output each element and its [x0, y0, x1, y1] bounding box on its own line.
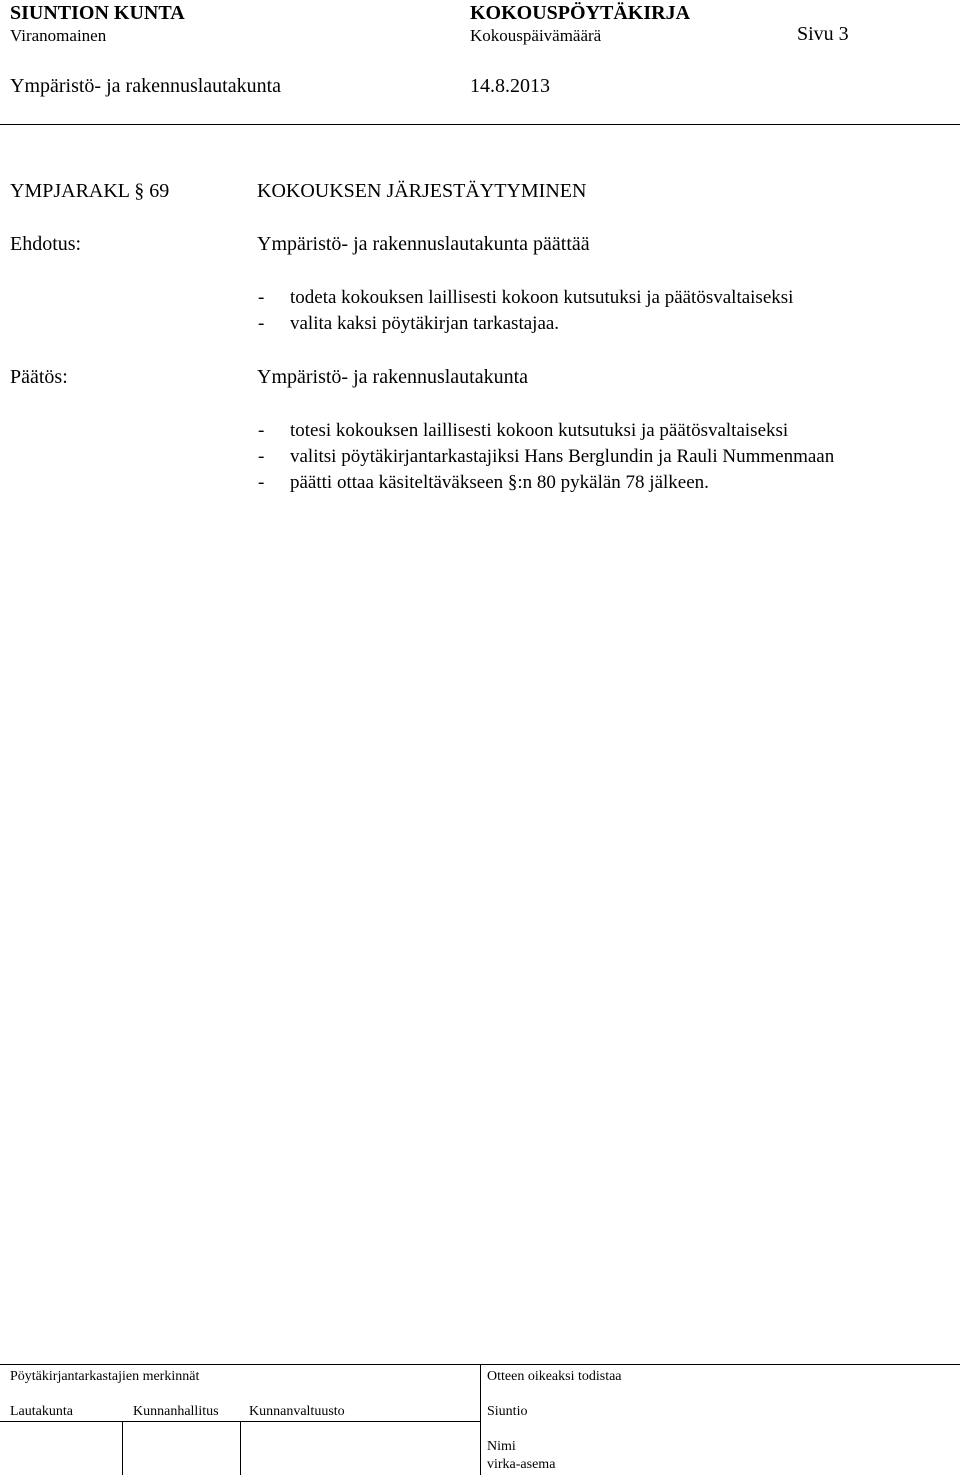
reviewers-label: Pöytäkirjantarkastajien merkinnät [10, 1369, 200, 1384]
proposal-intro: Ympäristö- ja rakennuslautakunta päättää [257, 233, 590, 255]
decision-intro: Ympäristö- ja rakennuslautakunta [257, 366, 529, 388]
page-number: Sivu 3 [797, 23, 849, 45]
footer-col-divider-2 [240, 1421, 241, 1475]
decision-label: Päätös: [10, 366, 68, 388]
document-type: KOKOUSPÖYTÄKIRJA [470, 2, 691, 24]
meeting-date-label: Kokouspäivämäärä [470, 26, 602, 45]
certified-place: Siuntio [487, 1404, 528, 1419]
footer-col-kunnanvaltuusto: Kunnanvaltuusto [249, 1404, 345, 1419]
authority-name: Ympäristö- ja rakennuslautakunta [10, 75, 282, 97]
municipality-name: SIUNTION KUNTA [10, 2, 185, 24]
footer-center-divider [480, 1364, 481, 1475]
decision-item: - totesi kokouksen laillisesti kokoon kutsutuksi ja päätösvaltaiseksi [258, 420, 789, 441]
section-title: KOKOUKSEN JÄRJESTÄYTYMINEN [257, 180, 587, 202]
position-label: virka-asema [487, 1457, 556, 1472]
proposal-item: - todeta kokouksen laillisesti kokoon kutsutuksi ja päätösvaltaiseksi [258, 287, 794, 308]
name-label: Nimi [487, 1439, 516, 1454]
proposal-label: Ehdotus: [10, 233, 82, 255]
footer-col-divider-1 [122, 1421, 123, 1475]
footer-col-lautakunta: Lautakunta [10, 1404, 73, 1419]
authority-label: Viranomainen [10, 26, 107, 45]
meeting-date: 14.8.2013 [470, 75, 550, 97]
footer-col-kunnanhallitus: Kunnanhallitus [133, 1404, 219, 1419]
proposal-item: - valita kaksi pöytäkirjan tarkastajaa. [258, 313, 560, 334]
section-id: YMPJARAKL § 69 [10, 180, 170, 202]
decision-item: - valitsi pöytäkirjantarkastajiksi Hans Berglundin ja Rauli Nummenmaan [258, 446, 835, 467]
certified-label: Otteen oikeaksi todistaa [487, 1369, 622, 1384]
header-divider [0, 124, 960, 125]
decision-item: - päätti ottaa käsiteltäväkseen §:n 80 pykälän 78 jälkeen. [258, 472, 709, 493]
